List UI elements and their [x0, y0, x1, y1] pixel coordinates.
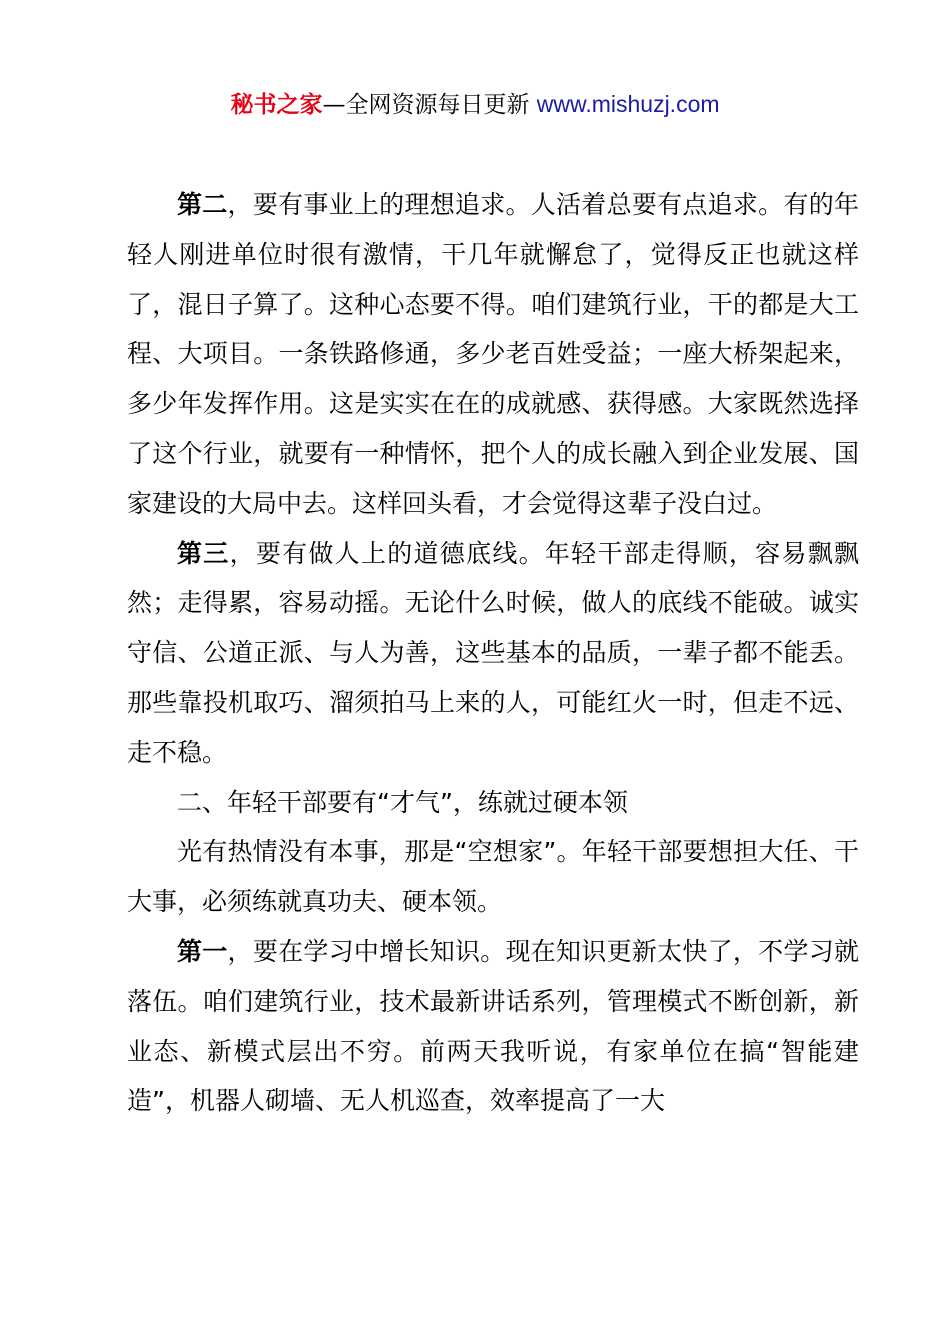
header-tagline: —全网资源每日更新 [322, 92, 530, 118]
paragraph-lead: 第三 [177, 538, 230, 568]
paragraph-third-morals [127, 529, 859, 778]
paragraph-second-ideals [127, 180, 859, 529]
paragraph-text: 光有热情没有本事，那是“空想家”。年轻干部要想担大任、干大事，必须练就真功夫、硬本领。 [127, 837, 859, 917]
paragraph-intro-skills [127, 827, 859, 927]
section-heading-text: 二、年轻干部要有“才气”，练就过硬本领 [177, 787, 628, 817]
paragraph-lead: 第二 [177, 190, 228, 219]
paragraph-text: ，要有事业上的理想追求。人活着总要有点追求。有的年轻人刚进单位时很有激情，干几年就懈怠了，觉得反正也就这样了，混日子算了。这种心态要不得。咱们建筑行业，干的都是大工程、大项目。一条铁路修通，多少老百姓受益；一座大桥架起来，多少年发挥作用。这是实实在在的成就感、获得感。大家既然选择了这个行业，就要有一种情怀，把个人的成长融入到企业发展、国家建设的大局中去。这样回头看，才会觉得这辈子没白过。 [127, 190, 859, 518]
paragraph-lead: 第一 [177, 936, 228, 966]
brand-name: 秘书之家 [230, 92, 323, 118]
site-url-link[interactable]: www.mishuzj.com [536, 91, 720, 117]
section-heading-two [127, 778, 859, 828]
paragraph-text: ，要在学习中增长知识。现在知识更新太快了，不学习就落伍。咱们建筑行业，技术最新讲话系列，管理模式不断创新，新业态、新模式层出不穷。前两天我听说，有家单位在搞“智能建造”，机器人砌墙、无人机巡查，效率提高了一大 [127, 936, 859, 1116]
paragraph-text: ，要有做人上的道德底线。年轻干部走得顺，容易飘飘然；走得累，容易动摇。无论什么时候，做人的底线不能破。诚实守信、公道正派、与人为善，这些基本的品质，一辈子都不能丢。那些靠投机取巧、溜须拍马上来的人，可能红火一时，但走不远、走不稳。 [127, 538, 859, 767]
document-body [127, 180, 859, 1126]
paragraph-first-learning [127, 927, 859, 1126]
page-header [0, 86, 950, 123]
